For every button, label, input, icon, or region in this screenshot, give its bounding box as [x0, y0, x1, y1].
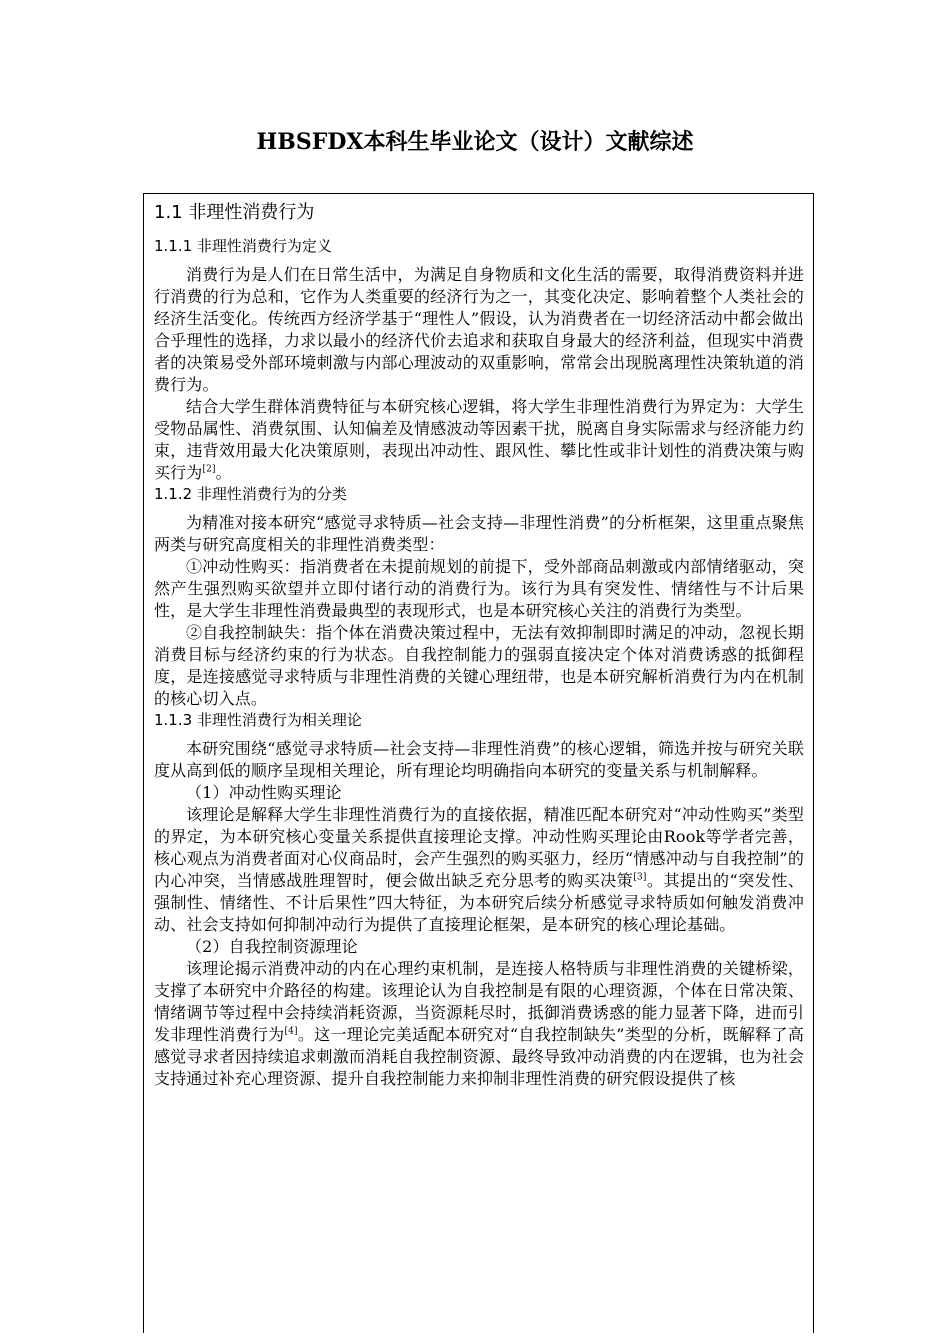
paragraph-irrational-definition — [154, 396, 804, 484]
paragraph-text: 该理论是解释大学生非理性消费行为的直接依据，精准匹配本研究对“冲动性购买”类型的界定，为本研究核心变量关系提供直接理论支撑。冲动性购买理论由Rook等学者完善，核心观点为消费者面对心仪商品时，会产生强烈的购买驱力，经历“情感冲动与自我控制”的内心冲突，当情感战胜理智时，便会做出缺乏充分思考的购买决策 — [154, 805, 804, 890]
paragraph-text: 结合大学生群体消费特征与本研究核心逻辑，将大学生非理性消费行为界定为：大学生受物品属性、消费氛围、认知偏差及情感波动等因素干扰，脱离自身实际需求与经济能力约束，违背效用最大化决策原则，表现出冲动性、跟风性、攀比性或非计划性的消费决策与购买行为 — [154, 397, 804, 482]
section-heading-1-1-1: 1.1.1 非理性消费行为定义 — [154, 237, 332, 255]
paragraph-impulse-buying: ①冲动性购买：指消费者在未提前规划的前提下，受外部商品刺激或内部情绪驱动，突然产生强烈购买欲望并立即付诸行动的消费行为。该行为具有突发性、情绪性与不计后果性，是大学生非理性消费最典型的表现形式，也是本研究核心关注的消费行为类型。 — [154, 557, 804, 620]
paragraph-end: 。 — [215, 463, 232, 482]
content-frame — [143, 193, 814, 1333]
citation-2: [2] — [202, 464, 216, 475]
paragraph-theory-intro: 本研究围绕“感觉寻求特质—社会支持—非理性消费”的核心逻辑，筛选并按与研究关联度从高到低的顺序呈现相关理论，所有理论均明确指向本研究的变量关系与机制解释。 — [154, 739, 804, 780]
paragraph-self-control-loss: ②自我控制缺失：指个体在消费决策过程中，无法有效抑制即时满足的冲动，忽视长期消费目标与经济约束的行为状态。自我控制能力的强弱直接决定个体对消费诱惑的抵御程度，是连接感觉寻求特质与非理性消费的关键心理纽带，也是本研究解析消费行为内在机制的核心切入点。 — [154, 623, 804, 708]
section-heading-1-1-2: 1.1.2 非理性消费行为的分类 — [154, 485, 347, 503]
paragraph-text: 该理论揭示消费冲动的内在心理约束机制，是连接人格特质与非理性消费的关键桥梁，支撑了本研究中介路径的构建。该理论认为自我控制是有限的心理资源，个体在日常决策、情绪调节等过程中会持续消耗资源，当资源耗尽时，抵御消费诱惑的能力显著下降，进而引发非理性消费行为 — [154, 959, 804, 1044]
section-heading-1-1: 1.1 非理性消费行为 — [154, 202, 315, 223]
paragraph-self-control-theory — [154, 958, 804, 1090]
document-title: HBSFDX本科生毕业论文（设计）文献综述 — [256, 129, 694, 155]
paragraph-classification-intro: 为精准对接本研究“感觉寻求特质—社会支持—非理性消费”的分析框架，这里重点聚焦两类与研究高度相关的非理性消费类型： — [154, 513, 804, 554]
subheading-self-control-theory: （2）自我控制资源理论 — [186, 937, 358, 956]
paragraph-consumption-definition: 消费行为是人们在日常生活中，为满足自身物质和文化生活的需要，取得消费资料并进行消费的行为总和，它作为人类重要的经济行为之一，其变化决定、影响着整个人类社会的经济生活变化。传统西方经济学基于“理性人”假设，认为消费者在一切经济活动中都会做出合乎理性的选择，力求以最小的经济代价去追求和获取自身最大的经济利益，但现实中消费者的决策易受外部环境刺激与内部心理波动的双重影响，常常会出现脱离理性决策轨道的消费行为。 — [154, 265, 804, 394]
citation-3: [3] — [633, 872, 647, 883]
paragraph-end: 。这一理论完美适配本研究对“自我控制缺失”类型的分析，既解释了高感觉寻求者因持续追求刺激而消耗自我控制资源、最终导致冲动消费的内在逻辑，也为社会支持通过补充心理资源、提升自我控制能力来抑制非理性消费的研究假设提供了核 — [154, 1025, 805, 1088]
paragraph-end: 。其提出的“突发性、强制性、情绪性、不计后果性”四大特征，为本研究后续分析感觉寻求特质如何触发消费冲动、社会支持如何抑制冲动行为提供了直接理论框架，是本研究的核心理论基础。 — [154, 871, 804, 934]
section-heading-1-1-3: 1.1.3 非理性消费行为相关理论 — [154, 711, 362, 729]
citation-4: [4] — [284, 1026, 298, 1037]
subheading-impulse-theory: （1）冲动性购买理论 — [186, 783, 342, 802]
paragraph-impulse-theory — [154, 804, 804, 936]
